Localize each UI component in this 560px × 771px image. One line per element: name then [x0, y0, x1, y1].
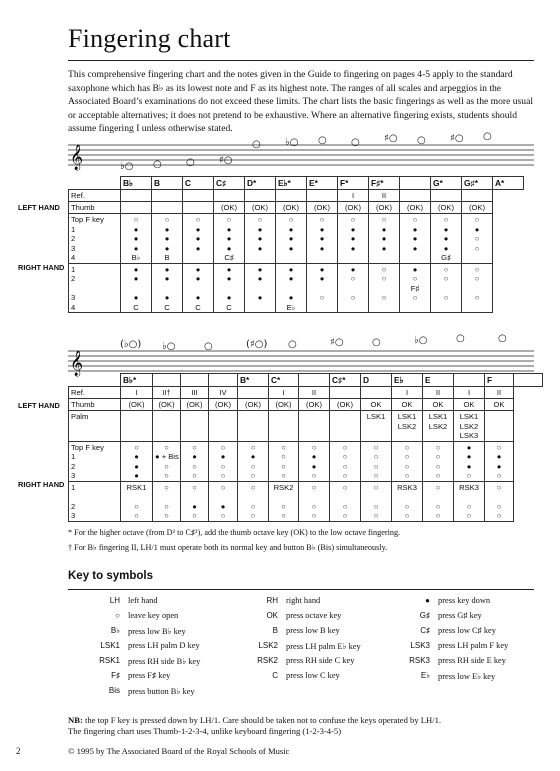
- fingering-cell: OK: [392, 399, 423, 411]
- key-symbol: Bis: [108, 686, 120, 695]
- row-label: Top F key 1 2 3 4: [69, 214, 121, 264]
- note-column-header: F♯*: [369, 177, 400, 190]
- fingering-table-2: [68, 373, 543, 522]
- fingering-cell: LSK1 LSK2: [423, 411, 454, 442]
- fingering-cell: (OK): [431, 202, 462, 214]
- nb-text-2: The fingering chart uses Thumb-1-2-3-4, unlike keyboard fingering (1-2-3-4-5): [68, 726, 342, 736]
- key-description: press G♯ key: [438, 611, 482, 620]
- fingering-cell: ● ● ● C: [183, 263, 214, 313]
- fingering-cell: ● ● ● C: [214, 263, 245, 313]
- key-description: press RH side B♭ key: [128, 657, 201, 666]
- fingering-cell: LSK1 LSK2 LSK3: [454, 411, 485, 442]
- fingering-cell: ○ ● ● ●: [121, 441, 153, 481]
- note-column-header: D*: [245, 177, 276, 190]
- fingering-cell: [485, 411, 514, 442]
- staff-note: ♯○: [219, 155, 233, 166]
- fingering-cell: [361, 387, 392, 399]
- fingering-cell: ○ ● ● ● C♯: [214, 214, 245, 264]
- fingering-cell: ○ ○ ○: [369, 263, 400, 313]
- fingering-cell: (OK): [338, 202, 369, 214]
- fingering-cell: ○ ○ ○ ○: [361, 441, 392, 481]
- fingering-cell: ○ ○ ○ ○: [392, 441, 423, 481]
- key-symbol: ●: [425, 596, 430, 605]
- key-description: leave key open: [128, 611, 179, 620]
- staff-note: ♯○: [450, 133, 464, 144]
- fingering-cell: [276, 190, 307, 202]
- key-description: press RH side C key: [286, 656, 355, 665]
- fingering-cell: ○ ● ○: [181, 481, 209, 521]
- fingering-cell: [181, 411, 209, 442]
- note-column-header: E: [423, 374, 454, 387]
- fingering-cell: (OK): [245, 202, 276, 214]
- key-description: press F♯ key: [128, 671, 171, 680]
- fingering-cell: RSK3 ○ ○: [392, 481, 423, 521]
- table-row: [69, 411, 543, 442]
- key-description: press RH side E key: [438, 656, 506, 665]
- fingering-cell: (OK): [238, 399, 269, 411]
- note-column-header: [153, 374, 181, 387]
- fingering-cell: OK: [361, 399, 392, 411]
- right-hand-label: RIGHT HAND: [18, 263, 65, 272]
- fingering-cell: ○ ● ● ●: [276, 214, 307, 264]
- key-description: press button B♭ key: [128, 687, 195, 696]
- fingering-cell: ○ ○ ○: [238, 481, 269, 521]
- key-description: press LH palm E♭ key: [286, 642, 361, 651]
- fingering-cell: OK: [454, 399, 485, 411]
- fingering-cell: ○ ○ ○: [330, 481, 361, 521]
- fingering-cell: ○ ● ○ ○: [238, 441, 269, 481]
- fingering-cell: ○ ● ● ○: [485, 441, 514, 481]
- fingering-cell: [183, 202, 214, 214]
- key-symbol: RSK3: [409, 656, 430, 665]
- fingering-cell: OK: [485, 399, 514, 411]
- note-column-header: C*: [269, 374, 299, 387]
- staff-note: ○: [204, 341, 213, 352]
- fingering-cell: I: [269, 387, 299, 399]
- fingering-cell: OK: [423, 399, 454, 411]
- note-column-header: C♯: [214, 177, 245, 190]
- note-column-header: E♭: [392, 374, 423, 387]
- fingering-cell: I: [454, 387, 485, 399]
- fingering-cell: II: [369, 190, 400, 202]
- row-label: Thumb: [69, 399, 121, 411]
- fingering-cell: [121, 411, 153, 442]
- fingering-cell: [152, 190, 183, 202]
- staff-note: (♯○): [246, 339, 268, 350]
- key-symbol: C♯: [420, 626, 430, 635]
- title-divider: [68, 60, 534, 61]
- key-symbol: G♯: [419, 611, 430, 620]
- key-description: press low E♭ key: [438, 672, 496, 681]
- fingering-cell: [209, 411, 238, 442]
- key-description: left hand: [128, 596, 158, 605]
- note-column-header: [181, 374, 209, 387]
- table-row: [69, 387, 543, 399]
- fingering-cell: ○ ● ● ●: [183, 214, 214, 264]
- staff-note: ○: [318, 135, 327, 146]
- fingering-cell: ○ ○ ○: [423, 481, 454, 521]
- fingering-cell: [152, 202, 183, 214]
- staff-note: ○: [498, 333, 507, 344]
- fingering-cell: RSK1 ○ ○: [121, 481, 153, 521]
- key-symbol: LH: [109, 596, 120, 605]
- row-label: Ref.: [69, 190, 121, 202]
- staff-note: ○: [186, 157, 195, 168]
- row-label: Ref.: [69, 387, 121, 399]
- fingering-cell: ○ ● ● ●: [400, 214, 431, 264]
- fingering-cell: ○ ○ ○ ○: [423, 441, 454, 481]
- note-column-header: B♭: [121, 177, 152, 190]
- key-symbol: F♯: [111, 671, 120, 680]
- staff-note: ♭○: [414, 335, 428, 346]
- table-row: [69, 481, 543, 521]
- table-row: [69, 190, 524, 202]
- fingering-cell: [307, 190, 338, 202]
- staff-note: ○: [417, 135, 426, 146]
- footnote-octave: * For the higher octave (from D² to C♯³), add the thumb octave key (OK) to the low octave fingering.: [68, 528, 401, 537]
- fingering-cell: ○ ● ● ●: [338, 214, 369, 264]
- fingering-cell: [299, 411, 330, 442]
- left-hand-label-2: LEFT HAND: [18, 401, 60, 410]
- note-column-header: [400, 177, 431, 190]
- key-symbol: ○: [115, 611, 120, 620]
- fingering-cell: (OK): [181, 399, 209, 411]
- fingering-table-1: [68, 176, 524, 313]
- note-column-header: B*: [238, 374, 269, 387]
- staff-note: ♭○: [285, 137, 299, 148]
- fingering-cell: (OK): [299, 399, 330, 411]
- note-column-header: B: [152, 177, 183, 190]
- nb-label: NB:: [68, 715, 83, 725]
- fingering-cell: ○ ● ● ●: [307, 214, 338, 264]
- page-title: Fingering chart: [68, 24, 231, 53]
- staff-note: ○: [351, 137, 360, 148]
- fingering-cell: ○ ○ ○: [462, 263, 493, 313]
- fingering-cell: ● ○ ○: [338, 263, 369, 313]
- fingering-cell: ● ● ○: [307, 263, 338, 313]
- fingering-cell: [153, 411, 181, 442]
- fingering-cell: I: [392, 387, 423, 399]
- fingering-cell: ○ ● ○ ○: [462, 214, 493, 264]
- fingering-cell: (OK): [400, 202, 431, 214]
- key-description: right hand: [286, 596, 321, 605]
- fingering-cell: [214, 190, 245, 202]
- key-symbol: LSK3: [410, 641, 430, 650]
- key-symbol: C: [272, 671, 278, 680]
- row-label: Palm: [69, 411, 121, 442]
- fingering-cell: II: [423, 387, 454, 399]
- intro-paragraph: This comprehensive fingering chart and the notes given in the Guide to fingering on pages 4-5 apply to the standard saxophone which has B♭ as its lowest note and F as its highest note. The ranges of all scales and arpeggios in the Associated Board’s examinations do not exceed these limits. The chart lists the basic fingerings as well as the more usual or acceptable alternatives; it does not pretend to be exhaustive. Where an alternative fingering exists, students should assume fingering I unless otherwise stated.: [68, 69, 534, 135]
- key-to-symbols-heading: Key to symbols: [68, 570, 153, 582]
- fingering-cell: ○ ● ● ● B♭: [121, 214, 152, 264]
- fingering-cell: (OK): [269, 399, 299, 411]
- key-symbol: LSK2: [258, 641, 278, 650]
- table-row: [69, 214, 524, 264]
- key-symbol: RSK1: [99, 656, 120, 665]
- key-symbol: LSK1: [100, 641, 120, 650]
- key-symbol: E♭: [420, 671, 430, 680]
- page-number: 2: [16, 746, 21, 756]
- fingering-cell: ○ ● ○ ○: [181, 441, 209, 481]
- row-label: Thumb: [69, 202, 121, 214]
- table-corner: [69, 177, 121, 190]
- note-column-header: F: [485, 374, 514, 387]
- fingering-cell: ○ ● ● ● B: [152, 214, 183, 264]
- fingering-cell: [238, 411, 269, 442]
- fingering-cell: II: [485, 387, 514, 399]
- fingering-cell: ● ● ● E♭: [276, 263, 307, 313]
- music-staff-top: [68, 137, 534, 177]
- staff-note: ○: [153, 159, 162, 170]
- fingering-cell: II†: [153, 387, 181, 399]
- key-description: press octave key: [286, 611, 342, 620]
- fingering-cell: ● ● ● ○: [454, 441, 485, 481]
- fingering-cell: [462, 190, 493, 202]
- fingering-cell: I: [121, 387, 153, 399]
- fingering-cell: ○ ○ ○ ○: [330, 441, 361, 481]
- note-column-header: C♯*: [330, 374, 361, 387]
- note-column-header: A*: [493, 177, 524, 190]
- note-column-header: B♭*: [121, 374, 153, 387]
- fingering-cell: ○ ● ● ●: [369, 214, 400, 264]
- fingering-cell: ○ ○ ○: [361, 481, 392, 521]
- fingering-cell: (OK): [153, 399, 181, 411]
- nb-text: the top F key is pressed down by LH/1. Care should be taken not to confuse the keys operated by LH/1.: [82, 715, 442, 725]
- fingering-cell: ○ ○ ○: [485, 481, 514, 521]
- fingering-cell: II: [299, 387, 330, 399]
- fingering-cell: [121, 190, 152, 202]
- fingering-cell: [431, 190, 462, 202]
- table-row: [69, 202, 524, 214]
- fingering-cell: ○ ○ ○: [431, 263, 462, 313]
- note-column-header: F*: [338, 177, 369, 190]
- key-description: press key down: [438, 596, 491, 605]
- note-column-header: E♭*: [276, 177, 307, 190]
- fingering-cell: ● ● ● C: [121, 263, 152, 313]
- fingering-cell: ○ ○ ○: [153, 481, 181, 521]
- fingering-cell: [183, 190, 214, 202]
- key-description: press LH palm D key: [128, 641, 200, 650]
- fingering-cell: (OK): [214, 202, 245, 214]
- fingering-cell: [245, 190, 276, 202]
- nb-note: [68, 715, 538, 737]
- key-divider: [68, 589, 534, 590]
- fingering-cell: (OK): [307, 202, 338, 214]
- note-column-header: E*: [307, 177, 338, 190]
- staff-note: ○: [288, 339, 297, 350]
- fingering-cell: (OK): [462, 202, 493, 214]
- fingering-cell: RSK3 ○ ○: [454, 481, 485, 521]
- staff-note: ○: [252, 139, 261, 150]
- fingering-cell: I: [338, 190, 369, 202]
- fingering-cell: (OK): [330, 399, 361, 411]
- fingering-cell: ○ ● ● ● G♯: [431, 214, 462, 264]
- key-description: press low B♭ key: [128, 627, 186, 636]
- staff-note: ○: [483, 131, 492, 142]
- fingering-cell: RSK2 ○ ○: [269, 481, 299, 521]
- key-symbol: B♭: [110, 626, 120, 635]
- fingering-cell: [400, 190, 431, 202]
- staff-note: ○: [456, 333, 465, 344]
- key-description: press LH palm F key: [438, 641, 509, 650]
- fingering-cell: ● ○ F♯ ○: [400, 263, 431, 313]
- fingering-cell: ● ● ●: [245, 263, 276, 313]
- key-description: press low C♯ key: [438, 626, 496, 635]
- fingering-cell: ○ ○ ○ ○: [269, 441, 299, 481]
- staff-note: ○: [372, 337, 381, 348]
- fingering-cell: [121, 202, 152, 214]
- fingering-cell: IV: [209, 387, 238, 399]
- table-corner: [69, 374, 121, 387]
- note-column-header: C: [183, 177, 214, 190]
- fingering-cell: LSK1: [361, 411, 392, 442]
- note-column-header: [209, 374, 238, 387]
- note-column-header: D: [361, 374, 392, 387]
- row-label: 1 2 3 4: [69, 263, 121, 313]
- treble-clef-icon: 𝄞: [70, 351, 84, 376]
- note-column-header: [299, 374, 330, 387]
- fingering-cell: ○ ● ○ ○: [209, 441, 238, 481]
- fingering-cell: (OK): [209, 399, 238, 411]
- fingering-cell: (OK): [276, 202, 307, 214]
- key-description: press low C key: [286, 671, 340, 680]
- key-symbol: B: [272, 626, 278, 635]
- fingering-cell: ● ● ● C: [152, 263, 183, 313]
- fingering-cell: ○ ● ● ●: [245, 214, 276, 264]
- key-symbol: RH: [266, 596, 278, 605]
- note-column-header: [454, 374, 485, 387]
- fingering-cell: [269, 411, 299, 442]
- fingering-cell: ○ ● ● ○: [299, 441, 330, 481]
- row-label: 1 2 3: [69, 481, 121, 521]
- right-hand-label-2: RIGHT HAND: [18, 480, 65, 489]
- fingering-cell: ○ ● ○: [209, 481, 238, 521]
- fingering-cell: [238, 387, 269, 399]
- staff-note: ♯○: [330, 337, 344, 348]
- fingering-cell: (OK): [369, 202, 400, 214]
- fingering-cell: (OK): [121, 399, 153, 411]
- left-hand-label: LEFT HAND: [18, 203, 60, 212]
- staff-note: (♭○): [120, 339, 142, 350]
- fingering-cell: LSK1 LSK2: [392, 411, 423, 442]
- fingering-cell: [330, 387, 361, 399]
- fingering-cell: III: [181, 387, 209, 399]
- note-column-header: G*: [431, 177, 462, 190]
- staff-note: ♭○: [120, 161, 134, 172]
- key-symbol: OK: [266, 611, 278, 620]
- table-row: [69, 441, 543, 481]
- fingering-cell: ○ ○ ○: [299, 481, 330, 521]
- staff-note: ♭○: [162, 341, 176, 352]
- table-row: [69, 399, 543, 411]
- copyright-notice: © 1995 by The Associated Board of the Royal Schools of Music: [68, 746, 290, 756]
- row-label: Top F key 1 2 3: [69, 441, 121, 481]
- fingering-cell: ○ ● + Bis ○ ○: [153, 441, 181, 481]
- key-description: press low B key: [286, 626, 340, 635]
- treble-clef-icon: 𝄞: [70, 145, 84, 170]
- note-column-header: [514, 374, 543, 387]
- fingering-cell: [330, 411, 361, 442]
- note-column-header: G♯*: [462, 177, 493, 190]
- staff-note: ♯○: [384, 133, 398, 144]
- key-symbol: RSK2: [257, 656, 278, 665]
- table-row: [69, 263, 524, 313]
- footnote-bis: † For B♭ fingering II, LH/1 must operate both its normal key and button B♭ (Bis) simultaneously.: [68, 543, 388, 552]
